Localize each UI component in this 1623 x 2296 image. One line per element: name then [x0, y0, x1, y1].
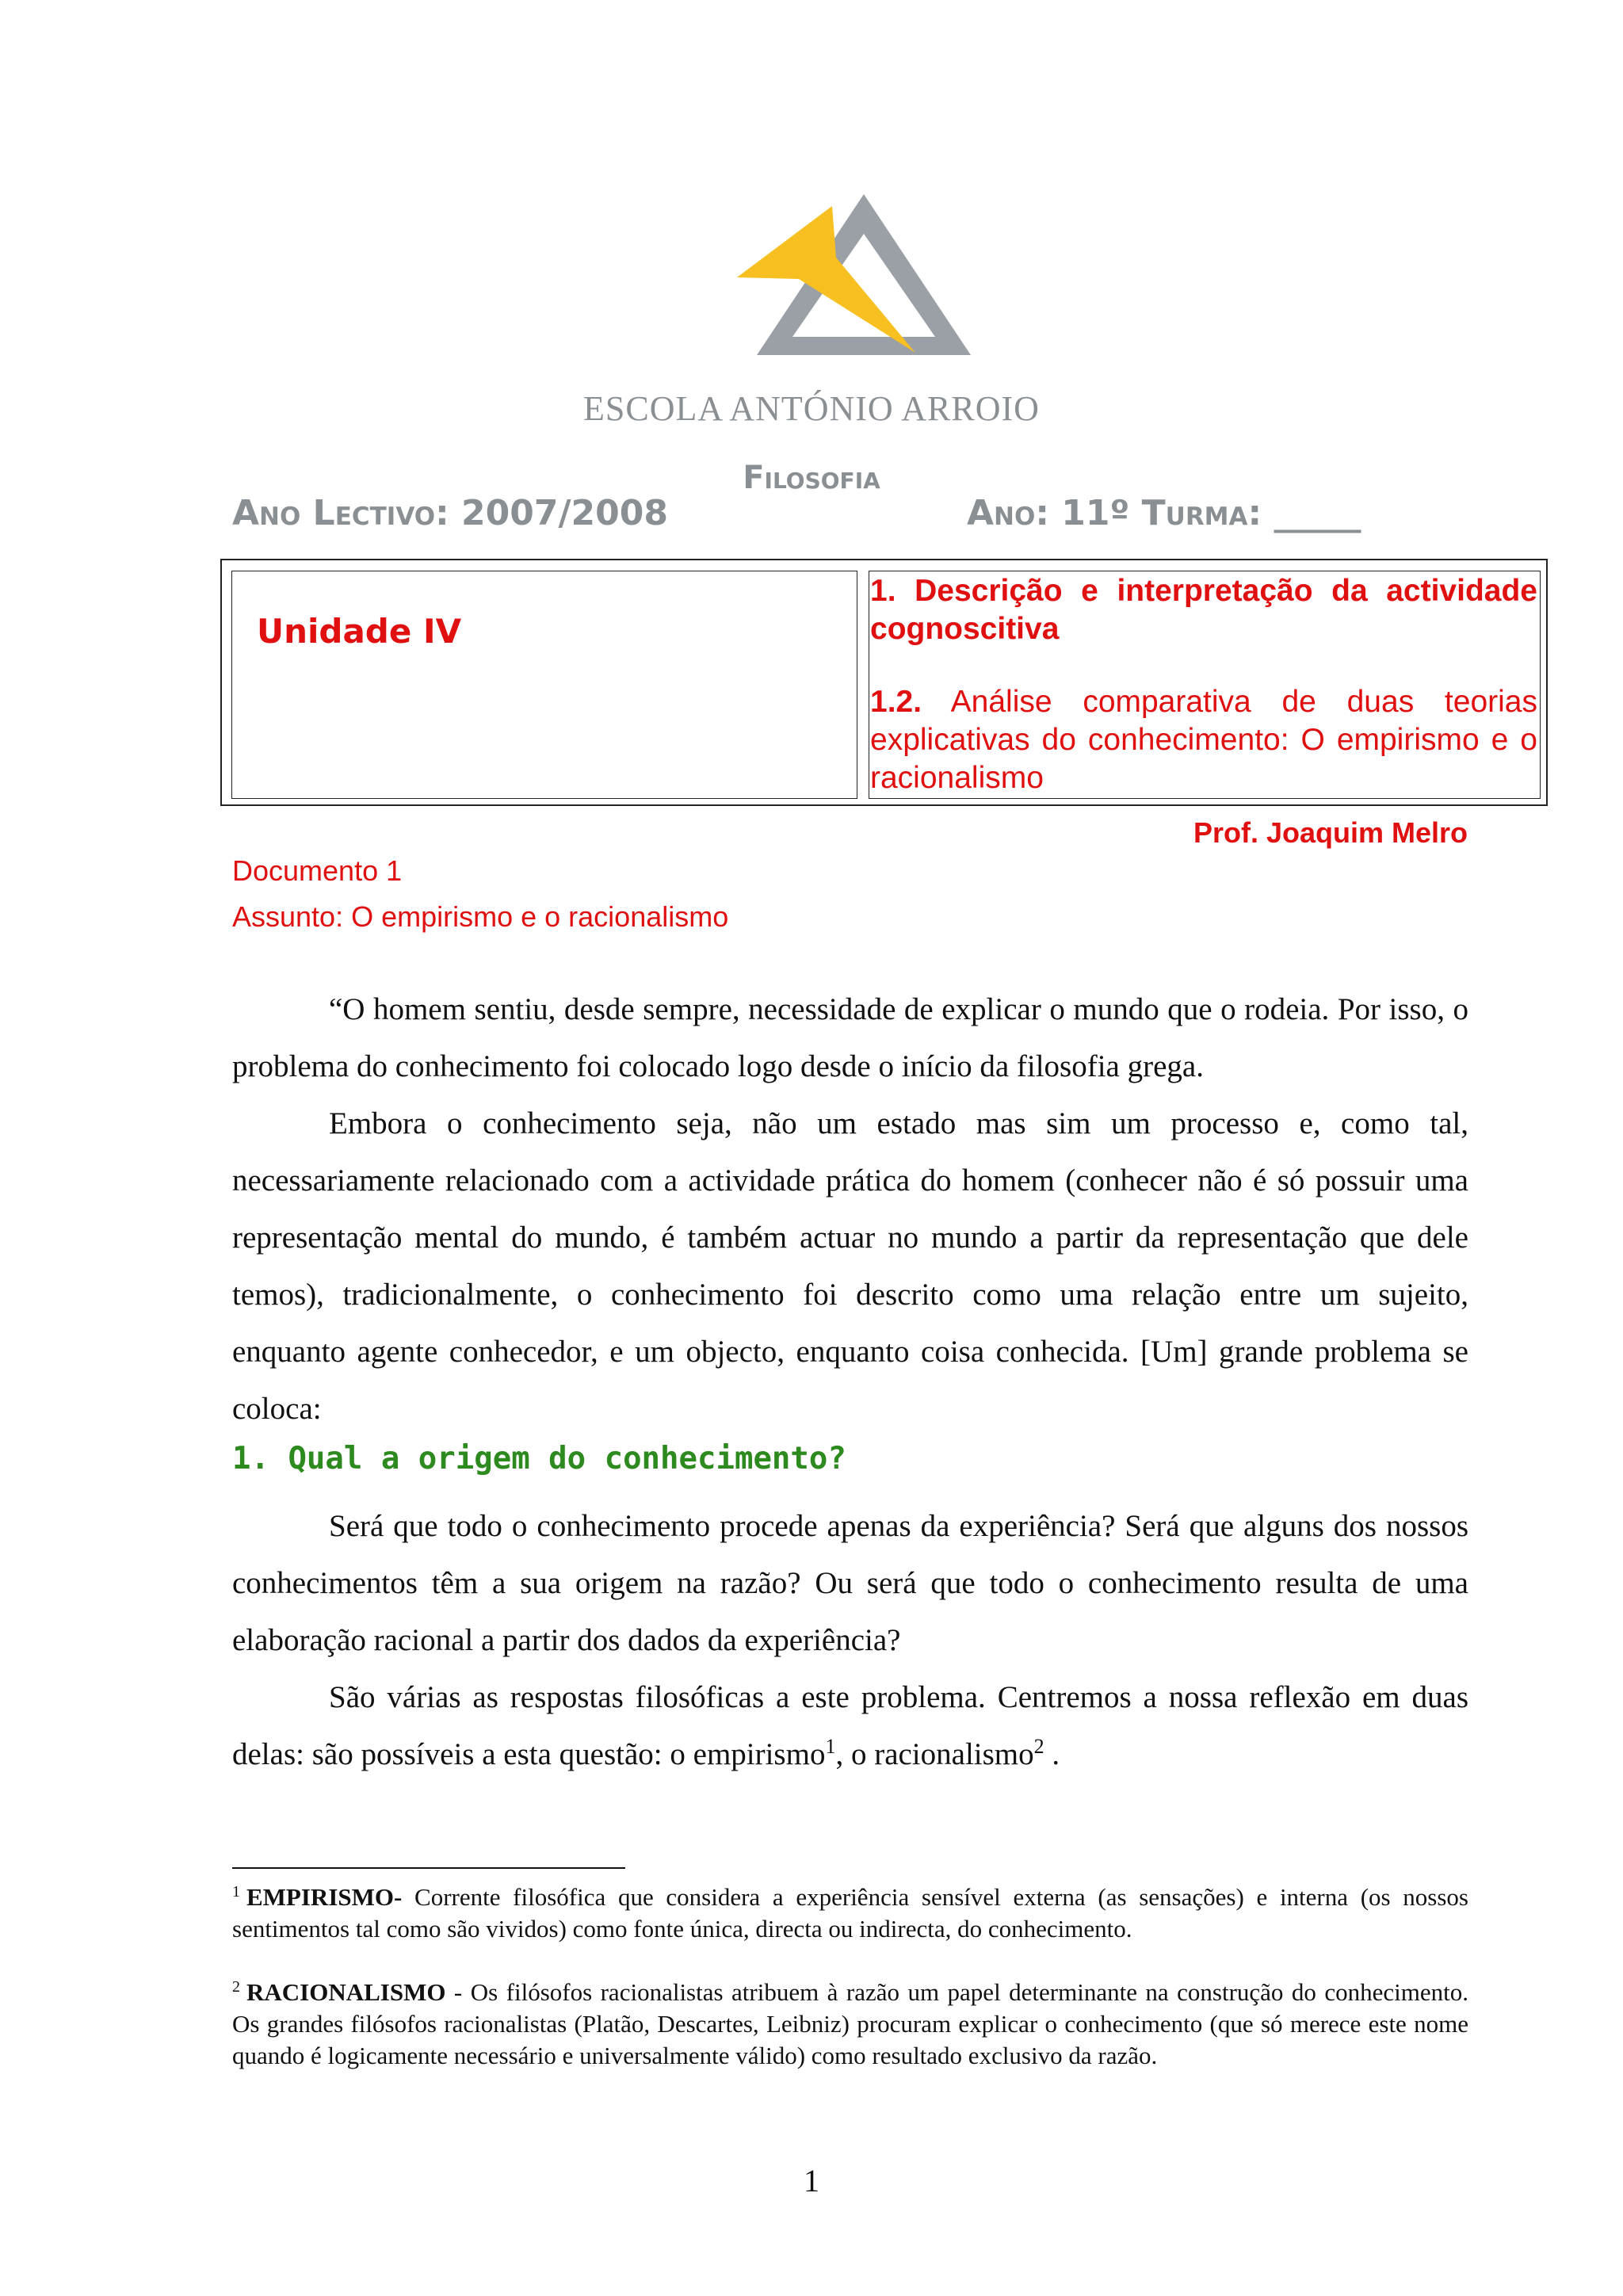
unit-cell — [231, 571, 857, 799]
body-continued — [232, 1498, 1468, 1783]
document-subject: Assunto: O empirismo e o racionalismo — [232, 900, 729, 933]
footnote-number: 2 — [232, 1977, 240, 1996]
question-heading: 1. Qual a origem do conhecimento? — [232, 1441, 846, 1477]
subject-title: Filosofia — [743, 460, 880, 496]
footnote-number: 1 — [232, 1882, 240, 1901]
paragraph: “O homem sentiu, desde sempre, necessidade de explicar o mundo que o rodeia. Por isso, o problema do conhecimento foi colocado logo desde o início da filosofia grega. — [232, 992, 1468, 1083]
paragraph: Será que todo o conhecimento procede apenas da experiência? Será que alguns dos nossos conhecimentos têm a sua origem na razão? Ou será que todo o conhecimento resulta de uma elaboração racional a partir dos dados da experiência? — [232, 1509, 1468, 1657]
paragraph-text: , o racionalismo — [835, 1737, 1034, 1771]
subtopic-heading — [870, 683, 1537, 797]
paragraph: Embora o conhecimento seja, não um estado mas sim um processo e, como tal, necessariamente relacionado com a actividade prática do homem (conhecer não é só possuir uma representação mental do mundo, é também actuar no mundo a partir da representação que dele temos), tradicionalmente, o conhecimento foi descrito como uma relação entre um sujeito, enquanto agente conhecedor, e um objecto, enquanto coisa conhecida. [Um] grande problema se coloca: — [232, 1106, 1468, 1426]
document-label: Documento 1 — [232, 854, 403, 887]
footnote — [232, 1977, 1468, 2072]
paragraph — [232, 1669, 1468, 1783]
school-year: Ano Lectivo: 2007/2008 — [232, 493, 669, 533]
paragraph-text: São várias as respostas filosóficas a este problema. Centremos a nossa reflexão em duas delas: são possíveis a esta questão: o empirismo — [232, 1680, 1468, 1771]
footnote-ref[interactable]: 2 — [1033, 1735, 1044, 1758]
footnote — [232, 1881, 1468, 1945]
topic-heading: 1. Descrição e interpretação da actividade cognoscitiva — [870, 574, 1537, 646]
school-name: ESCOLA ANTÓNIO ARROIO — [583, 389, 1040, 428]
subtopic-number: 1.2. — [870, 685, 922, 719]
unit-title: Unidade IV — [257, 612, 462, 651]
school-logo-icon — [737, 190, 975, 357]
professor-name: Prof. Joaquim Melro — [1193, 816, 1468, 849]
paragraph-text: . — [1044, 1737, 1060, 1771]
footnote-text: Corrente filosófica que considera a experiência sensível externa (as sensações) e interna (os nossos sentimentos tal como são vividos) como fonte única, directa ou indirecta, do conhecimento. — [232, 1883, 1468, 1943]
footnote-term: EMPIRISMO- — [246, 1883, 403, 1911]
footnote-term: RACIONALISMO — [246, 1978, 446, 2006]
subtopic-text: Análise comparativa de duas teorias explicativas do conhecimento: O empirismo e o racionalismo — [870, 685, 1537, 795]
page-number: 1 — [804, 2163, 819, 2199]
footnote-text: - Os filósofos racionalistas atribuem à razão um papel determinante na construção do conhecimento. Os grandes filósofos racionalistas (Platão, Descartes, Leibniz) procuram explicar o conhecimento (que só merece este nome quando é logicamente necessário e universalmente válido) como resultado exclusivo da razão. — [232, 1978, 1468, 2069]
body-intro — [232, 981, 1468, 1438]
footnote-separator — [232, 1867, 625, 1869]
footnote-ref[interactable]: 1 — [825, 1735, 836, 1758]
class-info: Ano: 11º Turma: _____ — [967, 493, 1361, 533]
